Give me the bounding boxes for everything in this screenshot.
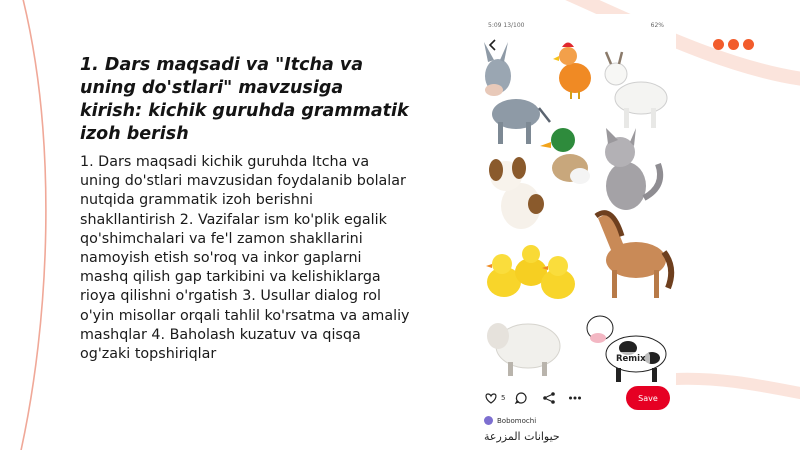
cow-image xyxy=(587,316,666,382)
avatar[interactable] xyxy=(484,416,493,425)
duck-image xyxy=(540,128,590,184)
chicks-image xyxy=(486,245,575,299)
share-icon[interactable] xyxy=(542,391,556,405)
dot-icon xyxy=(743,39,754,50)
save-button[interactable]: Save xyxy=(626,386,670,410)
farm-animals-image xyxy=(476,36,676,396)
more-icon[interactable] xyxy=(568,391,582,405)
heart-icon[interactable] xyxy=(484,391,498,405)
chicken-image xyxy=(553,43,591,100)
status-bar xyxy=(488,20,664,30)
decorative-dots xyxy=(713,39,754,50)
author-name[interactable]: Bobomochi xyxy=(497,416,537,425)
cat-image xyxy=(605,128,660,210)
dot-icon xyxy=(728,39,739,50)
donkey-image xyxy=(484,42,550,144)
dog-image xyxy=(489,157,544,229)
status-time: 5:09 13/100 xyxy=(488,21,525,29)
horse-image xyxy=(596,212,671,298)
remix-button[interactable]: Remix xyxy=(612,352,650,366)
goat-image xyxy=(605,52,667,128)
back-arrow-icon[interactable] xyxy=(486,38,500,52)
status-battery: 62% xyxy=(650,21,664,29)
sheep-image xyxy=(487,323,560,376)
dot-icon xyxy=(713,39,724,50)
like-count: 5 xyxy=(501,394,506,402)
pin-author[interactable] xyxy=(484,416,536,425)
slide-title: 1. Dars maqsadi va "Itcha va uning do'stlari" mavzusiga kirish: kichik guruhda grammatik izoh berish xyxy=(80,55,409,144)
slide-body: 1. Dars maqsadi kichik guruhda Itcha va uning do'stlari mavzusidan foydalanib bolalar nutqida grammatik izoh berishni shakllantirish 2. Vazifalar ism ko'plik egalik qo'shimchalari va fe'l zamon shakllarini namoyish etish so'roq va inkor gaplarni mashq qilish gap tarkibini va kelishiklarga rioya qilishni o'rgatish 3. Usullar dialog rol o'yin misollar orqali tahlil ko'rsatma va amaliy mashqlar 4. Baholash kuzatuv va qisqa og'zaki topshiriqlar xyxy=(80,154,410,363)
comment-icon[interactable] xyxy=(514,391,528,405)
pin-title: حيوانات المزرعة xyxy=(484,430,560,443)
phone-screenshot xyxy=(476,14,676,450)
